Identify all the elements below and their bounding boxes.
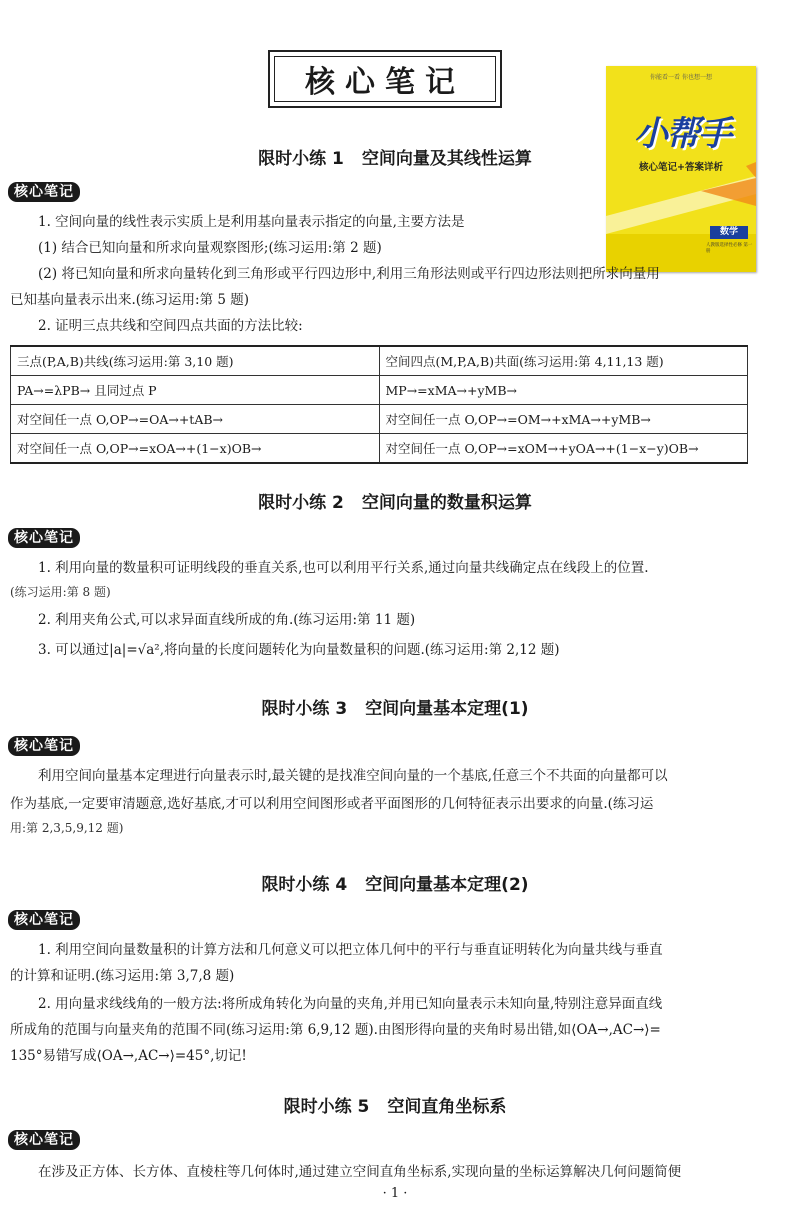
- section-title-2: 限时小练 2 空间向量的数量积运算: [258, 493, 532, 513]
- table-cell: PA→=λPB→ 且同过点 P: [11, 376, 380, 405]
- book-subtitle: 核心笔记+答案详析: [639, 162, 723, 173]
- table-cell: 空间四点(M,P,A,B)共面(练习运用:第 4,11,13 题): [379, 346, 748, 376]
- table-cell: MP→=xMA→+yMB→: [379, 376, 748, 405]
- core-notes-badge: 核心笔记: [8, 1130, 80, 1150]
- table-cell: 对空间任一点 O,OP→=OM→+xMA→+yMB→: [379, 405, 748, 434]
- text-line: 的计算和证明.(练习运用:第 3,7,8 题): [10, 968, 235, 984]
- book-tag: 人教版选择性必修 第一册: [706, 243, 753, 254]
- core-notes-badge: 核心笔记: [8, 736, 80, 756]
- book-logo: 小帮手: [634, 114, 730, 154]
- text-line: 已知基向量表示出来.(练习运用:第 5 题): [10, 292, 250, 308]
- text-line: 作为基底,一定要审清题意,选好基底,才可以利用空间图形或者平面图形的几何特征表示出要求的向量.(练习运: [10, 796, 654, 812]
- text-line: 2. 利用夹角公式,可以求异面直线所成的角.(练习运用:第 11 题): [38, 612, 416, 628]
- text-line: 135°易错写成⟨OA→,AC→⟩=45°,切记!: [10, 1048, 247, 1064]
- table-cell: 三点(P,A,B)共线(练习运用:第 3,10 题): [11, 346, 380, 376]
- section-title-5: 限时小练 5 空间直角坐标系: [283, 1097, 507, 1117]
- table-cell: 对空间任一点 O,OP→=xOM→+yOA→+(1−x−y)OB→: [379, 434, 748, 464]
- page-title: 核心笔记: [305, 65, 465, 100]
- text-line: (练习运用:第 8 题): [10, 585, 111, 599]
- comparison-table: [10, 345, 748, 464]
- book-cover: [606, 66, 756, 272]
- text-line: 在涉及正方体、长方体、直棱柱等几何体时,通过建立空间直角坐标系,实现向量的坐标运算解决几何问题简便: [38, 1164, 682, 1180]
- text-line: 利用空间向量基本定理进行向量表示时,最关键的是找准空间向量的一个基底,任意三个不共面的向量都可以: [38, 768, 668, 784]
- core-notes-badge: 核心笔记: [8, 910, 80, 930]
- table-cell: 对空间任一点 O,OP→=xOA→+(1−x)OB→: [11, 434, 380, 464]
- text-line: 1. 利用向量的数量积可证明线段的垂直关系,也可以利用平行关系,通过向量共线确定点在线段上的位置.: [38, 560, 649, 576]
- text-line: 2. 用向量求线线角的一般方法:将所成角转化为向量的夹角,并用已知向量表示未知向量,特别注意异面直线: [38, 996, 663, 1012]
- page-number: · 1 ·: [382, 1186, 408, 1201]
- text-line: (2) 将已知向量和所求向量转化到三角形或平行四边形中,利用三角形法则或平行四边形法则把所求向量用: [38, 266, 660, 282]
- section-title-4: 限时小练 4 空间向量基本定理(2): [261, 875, 529, 895]
- text-line: 1. 空间向量的线性表示实质上是利用基向量表示指定的向量,主要方法是: [38, 214, 465, 230]
- table-cell: 对空间任一点 O,OP→=OA→+tAB→: [11, 405, 380, 434]
- text-line: 所成角的范围与向量夹角的范围不同(练习运用:第 6,9,12 题).由图形得向量的夹角时易出错,如⟨OA→,AC→⟩=: [10, 1022, 661, 1038]
- section-title-1: 限时小练 1 空间向量及其线性运算: [258, 149, 532, 169]
- table-row: [11, 376, 748, 405]
- table-row: [11, 346, 748, 376]
- page-title-frame: [268, 50, 502, 108]
- book-top-text: 你能看一看 你也想一想: [650, 74, 712, 81]
- text-line: 3. 可以通过|a|=√a²,将向量的长度问题转化为向量数量积的问题.(练习运用:第 2,12 题): [38, 642, 560, 658]
- table-row: [11, 434, 748, 464]
- book-subject: 数学: [710, 226, 748, 239]
- text-line: 2. 证明三点共线和空间四点共面的方法比较:: [38, 318, 303, 334]
- text-line: (1) 结合已知向量和所求向量观察图形;(练习运用:第 2 题): [38, 240, 382, 256]
- core-notes-badge: 核心笔记: [8, 182, 80, 202]
- table-row: [11, 405, 748, 434]
- core-notes-badge: 核心笔记: [8, 528, 80, 548]
- text-line: 1. 利用空间向量数量积的计算方法和几何意义可以把立体几何中的平行与垂直证明转化为向量共线与垂直: [38, 942, 663, 958]
- section-title-3: 限时小练 3 空间向量基本定理(1): [261, 699, 529, 719]
- text-line: 用:第 2,3,5,9,12 题): [10, 821, 124, 835]
